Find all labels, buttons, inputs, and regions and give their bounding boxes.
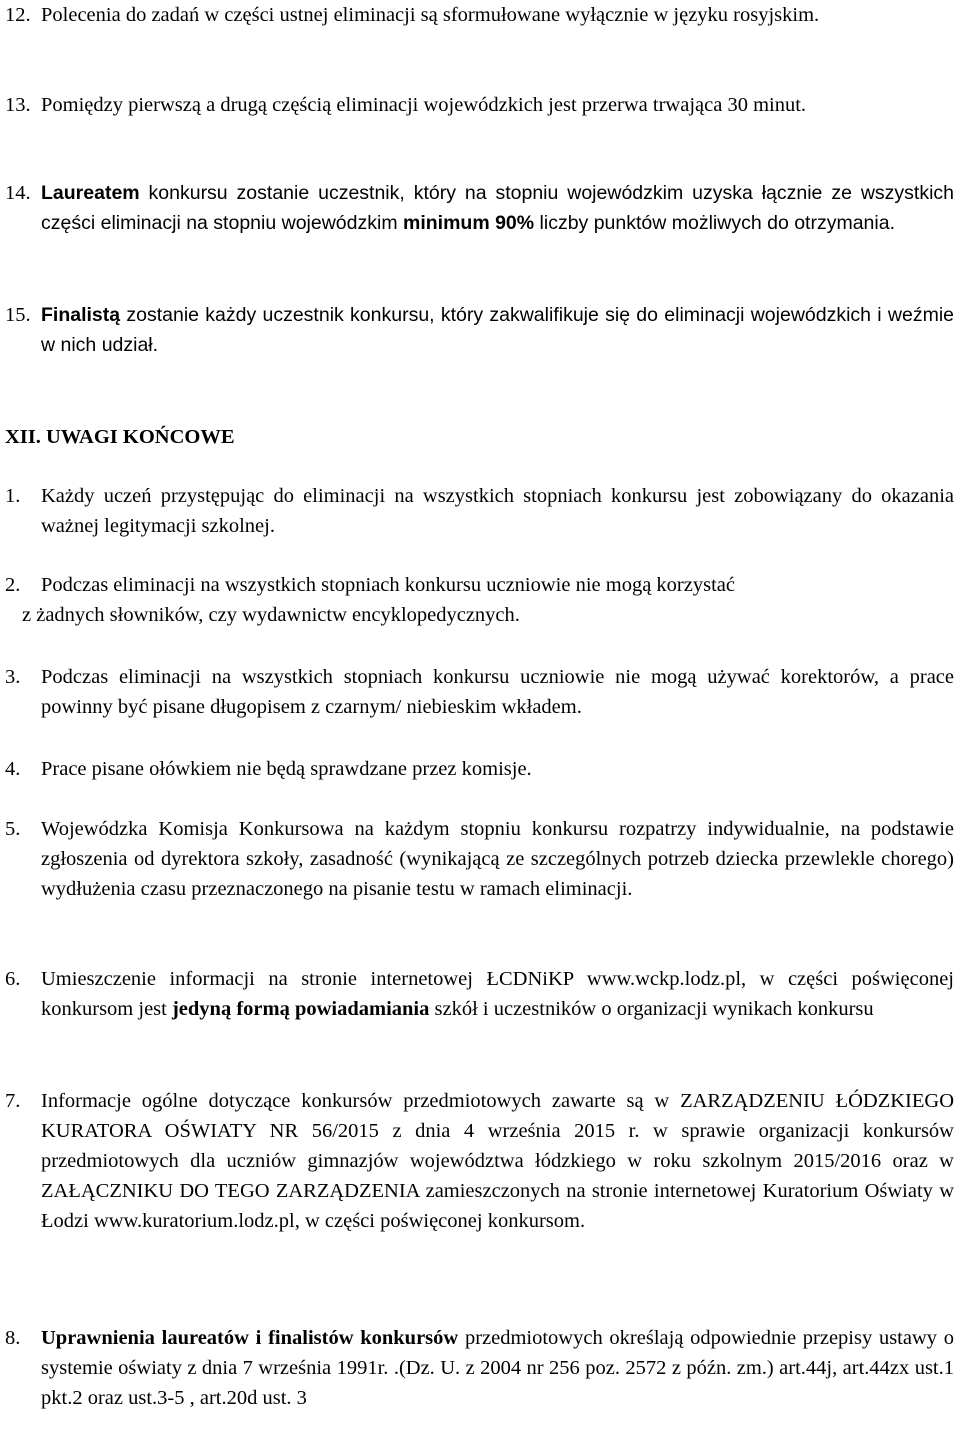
item-number: 4. [5, 758, 21, 780]
final-item-7 [5, 1086, 954, 1236]
item-text [41, 300, 954, 360]
item-bold-phrase: Uprawnienia laureatów i finalistów konkursów [41, 1327, 459, 1349]
rule-item-12 [5, 0, 954, 30]
item-text: Polecenia do zadań w części ustnej eliminacji są sformułowane wyłącznie w języku rosyjskim. [41, 4, 820, 26]
final-item-1 [5, 481, 954, 541]
item-number: 8. [5, 1327, 21, 1349]
item-text: Podczas eliminacji na wszystkich stopniach konkursu uczniowie nie mogą używać korektorów, a prace powinny być pisane długopisem z czarnym/ niebieskim wkładem. [41, 666, 954, 718]
final-item-2 [5, 570, 954, 600]
section-heading: XII. UWAGI KOŃCOWE [5, 426, 235, 448]
item-text-part: liczby punktów możliwych do otrzymania. [534, 212, 895, 234]
item-number: 5. [5, 818, 21, 840]
item-text: Wojewódzka Komisja Konkursowa na każdym stopniu konkursu rozpatrzy indywidualnie, na podstawie zgłoszenia od dyrektora szkoły, zasadność (wynikającą ze szczególnych potrzeb dziecka przewlekle chorego) wydłużenia czasu przeznaczonego na pisanie testu w ramach eliminacji. [41, 818, 954, 900]
item-number: 13. [5, 94, 31, 116]
item-bold-phrase: jedyną formą powiadamiania [171, 998, 430, 1020]
final-item-8 [5, 1323, 954, 1413]
item-text-part: przedmiotowych określają odpowiednie przepisy ustawy o systemie oświaty z dnia 7 września 1991r. .(Dz. U. z 2004 nr 256 poz. 2572 z późn. zm.) art.44j, art.44zx ust.1 pkt.2 oraz ust.3-5 , art.20d ust. 3 [41, 1327, 954, 1409]
rule-item-14 [5, 178, 954, 238]
item-number: 3. [5, 666, 21, 688]
item-text [41, 1323, 954, 1413]
item-text-continuation: z żadnych słowników, czy wydawnictw encyklopedycznych. [22, 604, 520, 626]
item-text-part: konkursu zostanie uczestnik, który na stopniu wojewódzkim uzyska łącznie ze wszystkich części eliminacji na stopniu wojewódzkim [41, 182, 954, 234]
item-text: Każdy uczeń przystępując do eliminacji na wszystkich stopniach konkursu jest zobowiązany do okazania ważnej legitymacji szkolnej. [41, 485, 954, 537]
item-text-part: szkół i uczestników o organizacji wynikach konkursu [429, 998, 874, 1020]
item-text [41, 964, 954, 1024]
item-number: 15. [5, 304, 31, 326]
item-number: 1. [5, 485, 21, 507]
rule-item-15 [5, 300, 954, 360]
item-text: Informacje ogólne dotyczące konkursów przedmiotowych zawarte są w ZARZĄDZENIU ŁÓDZKIEGO KURATORA OŚWIATY NR 56/2015 z dnia 4 września 2015 r. w sprawie organizacji konkursów przedmiotowych dla uczniów gimnazjów województwa łódzkiego w roku szkolnym 2015/2016 oraz w ZAŁĄCZNIKU DO TEGO ZARZĄDZENIA zamieszczonych na stronie internetowej Kuratorium Oświaty w Łodzi www.kuratorium.lodz.pl, w części poświęconej konkursom. [41, 1090, 954, 1232]
item-number: 14. [5, 182, 31, 204]
item-text-part: Umieszczenie informacji na stronie internetowej ŁCDNiKP www.wckp.lodz.pl, w części poświęconej konkursom jest [41, 968, 954, 1020]
item-number: 6. [5, 968, 21, 990]
item-number: 2. [5, 574, 21, 596]
item-bold-threshold: minimum 90% [402, 212, 535, 234]
final-item-5 [5, 814, 954, 904]
final-item-6 [5, 964, 954, 1024]
item-number: 12. [5, 4, 31, 26]
item-text [41, 178, 954, 238]
final-item-4 [5, 754, 954, 784]
item-text: Podczas eliminacji na wszystkich stopniach konkursu uczniowie nie mogą korzystać [41, 574, 735, 596]
rule-item-13 [5, 90, 954, 120]
item-text-part: zostanie każdy uczestnik konkursu, który zakwalifikuje się do eliminacji wojewódzkich i weźmie w nich udział. [41, 304, 954, 356]
item-text: Pomiędzy pierwszą a drugą częścią eliminacji wojewódzkich jest przerwa trwająca 30 minut. [41, 94, 807, 116]
final-item-3 [5, 662, 954, 722]
item-bold-term: Finalistą [41, 304, 121, 326]
item-number: 7. [5, 1090, 21, 1112]
item-bold-term: Laureatem [41, 182, 140, 204]
item-text: Prace pisane ołówkiem nie będą sprawdzane przez komisje. [41, 758, 532, 780]
